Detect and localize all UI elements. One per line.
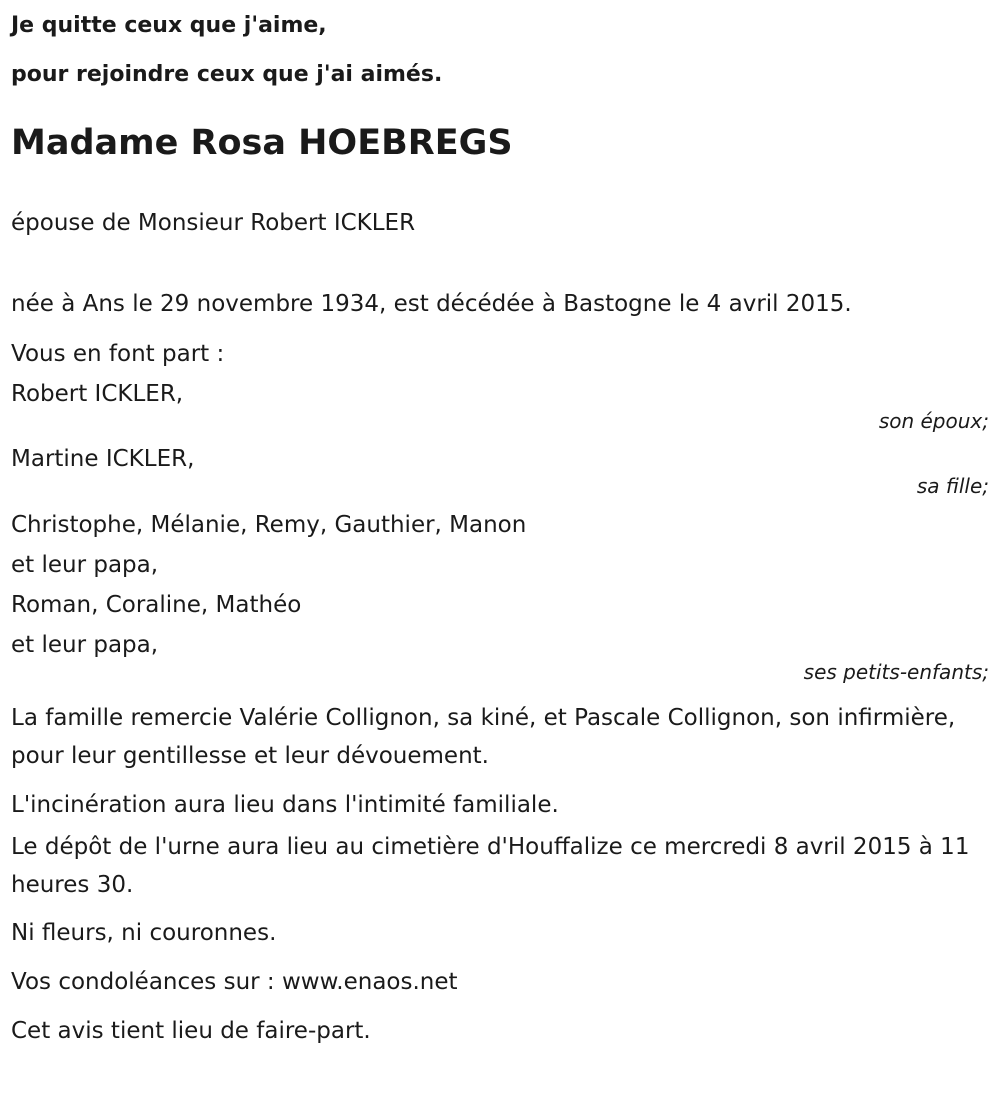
obituary-notice xyxy=(11,0,991,1044)
urn-deposit-paragraph: Le dépôt de l'urne aura lieu au cimetière d'Houffalize ce mercredi 8 avril 2015 à 11 heures 30. xyxy=(11,834,970,898)
birth-death-line: née à Ans le 29 novembre 1934, est décédée à Bastogne le 4 avril 2015. xyxy=(11,291,852,317)
grandchildren-line-1: Christophe, Mélanie, Remy, Gauthier, Manon xyxy=(11,512,527,538)
epigraph-line-2: pour rejoindre ceux que j'ai aimés. xyxy=(11,62,443,87)
daughter-name: Martine ICKLER, xyxy=(11,446,195,472)
flowers-line: Ni fleurs, ni couronnes. xyxy=(11,920,277,946)
grandchildren-line-3: Roman, Coraline, Mathéo xyxy=(11,592,302,618)
grandchildren-line-4: et leur papa, xyxy=(11,632,159,658)
spouse-line: épouse de Monsieur Robert ICKLER xyxy=(11,210,416,236)
spouse-name: Robert ICKLER, xyxy=(11,381,184,407)
grandchildren-line-2: et leur papa, xyxy=(11,552,159,578)
cremation-line: L'incinération aura lieu dans l'intimité familiale. xyxy=(11,792,559,818)
condolences-line: Vos condoléances sur : www.enaos.net xyxy=(11,969,458,995)
daughter-role: sa fille; xyxy=(916,474,989,498)
epigraph-line-1: Je quitte ceux que j'aime, xyxy=(11,13,327,38)
spouse-role: son époux; xyxy=(878,409,989,433)
thanks-paragraph: La famille remercie Valérie Collignon, sa kiné, et Pascale Collignon, son infirmière, pour leur gentillesse et leur dévouement. xyxy=(11,705,956,769)
grandchildren-role: ses petits-enfants; xyxy=(803,660,989,684)
announcers-intro: Vous en font part : xyxy=(11,341,225,367)
deceased-name: Madame Rosa HOEBREGS xyxy=(11,123,513,163)
closing-line: Cet avis tient lieu de faire-part. xyxy=(11,1018,371,1044)
